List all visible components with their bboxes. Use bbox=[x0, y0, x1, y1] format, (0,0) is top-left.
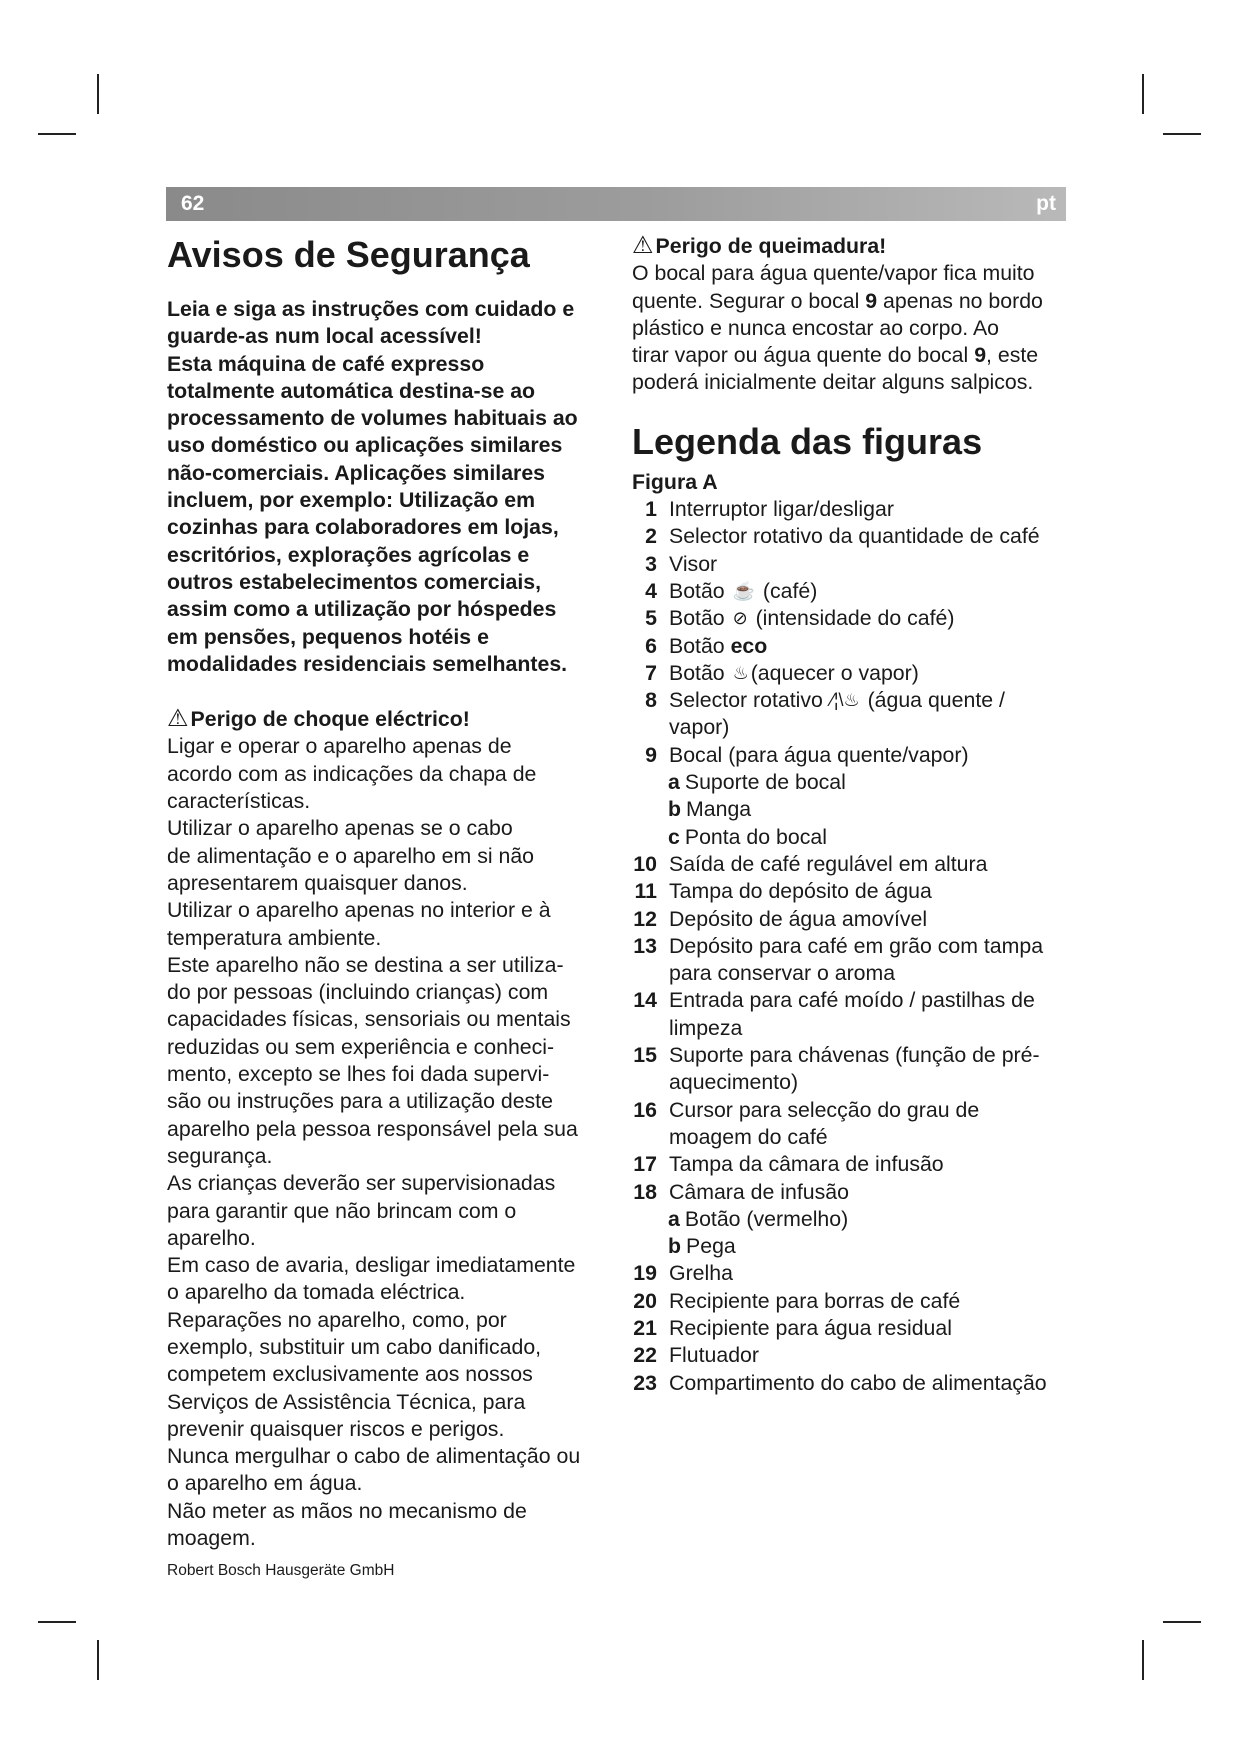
left-column bbox=[167, 232, 607, 1552]
burn-line: plástico e nunca encostar ao corpo. Ao bbox=[632, 315, 1000, 340]
crop-mark bbox=[38, 133, 76, 135]
steam-icon: ♨ bbox=[732, 662, 749, 683]
hot-water-steam-icon: ⁄¦\♨ bbox=[830, 690, 860, 711]
warning-line: do por pessoas (incluindo crianças) com bbox=[167, 980, 549, 1005]
legend-subitem: b Pega bbox=[668, 1234, 736, 1259]
legend-item: 6 Botão eco bbox=[645, 633, 768, 658]
warning-line: temperatura ambiente. bbox=[167, 925, 382, 950]
coffee-bean-icon: ⊘ bbox=[732, 608, 748, 629]
intro-line: assim como a utilização por hóspedes bbox=[167, 597, 557, 622]
crop-mark bbox=[38, 1621, 76, 1623]
legend-item: 11 Tampa do depósito de água bbox=[634, 879, 932, 904]
intro-line: escritórios, explorações agrícolas e bbox=[167, 542, 530, 567]
footer-company: Robert Bosch Hausgeräte GmbH bbox=[167, 1562, 395, 1579]
warning-line: competem exclusivamente aos nossos bbox=[167, 1362, 533, 1387]
legend-subitem: b Manga bbox=[668, 797, 752, 822]
legend-item: 7 Botão ♨(aquecer o vapor) bbox=[632, 660, 1072, 687]
warning-line: o aparelho da tomada eléctrica. bbox=[167, 1280, 466, 1305]
crop-mark bbox=[1142, 74, 1144, 114]
legend-item: 5 Botão ⊘ (intensidade do café) bbox=[632, 605, 1072, 632]
legend-item: 3 Visor bbox=[645, 551, 718, 576]
legend-item: 4 Botão ☕ (café) bbox=[632, 578, 1072, 605]
warning-triangle-icon: ⚠ bbox=[632, 232, 654, 259]
electric-shock-warning-title: ⚠Perigo de choque eléctrico! bbox=[167, 705, 470, 733]
intro-text bbox=[167, 296, 607, 678]
warning-line: Em caso de avaria, desligar imediatamente bbox=[167, 1253, 576, 1278]
intro-line: processamento de volumes habituais ao bbox=[167, 406, 578, 431]
legend-subitem: a Suporte de bocal bbox=[668, 770, 846, 795]
intro-line: modalidades residenciais semelhantes. bbox=[167, 651, 568, 676]
legend-item: 10 Saída de café regulável em altura bbox=[633, 851, 988, 876]
warning-line: segurança. bbox=[167, 1143, 273, 1168]
legend-item: 9 Bocal (para água quente/vapor) bbox=[645, 742, 969, 767]
warning-triangle-icon: ⚠ bbox=[167, 705, 189, 733]
coffee-cup-icon: ☕ bbox=[732, 580, 755, 601]
legend-item: 14 Entrada para café moído / pastilhas de bbox=[633, 988, 1035, 1013]
right-column bbox=[632, 232, 1072, 1397]
language-code: pt bbox=[1036, 192, 1056, 215]
warning-line: aparelho. bbox=[167, 1225, 256, 1250]
electric-shock-warning-text bbox=[167, 733, 607, 1552]
crop-mark bbox=[1163, 1621, 1201, 1623]
legend-item-continued: para conservar o aroma bbox=[669, 961, 896, 986]
legend-item: 19 Grelha bbox=[633, 1261, 733, 1286]
warning-line: Este aparelho não se destina a ser utiliza- bbox=[167, 952, 564, 977]
safety-title: Avisos de Segurança bbox=[167, 234, 530, 275]
legend-item: 21 Recipiente para água residual bbox=[633, 1315, 952, 1340]
crop-mark bbox=[97, 74, 99, 114]
legend-item: 12 Depósito de água amovível bbox=[633, 906, 928, 931]
warning-line: de alimentação e o aparelho em si não bbox=[167, 843, 535, 868]
intro-line: outros estabelecimentos comerciais, bbox=[167, 569, 542, 594]
intro-line: guarde-as num local acessível! bbox=[167, 324, 482, 349]
legend-item: 16 Cursor para selecção do grau de bbox=[633, 1097, 980, 1122]
warning-line: Utilizar o aparelho apenas se o cabo bbox=[167, 816, 513, 841]
legend-item-continued: limpeza bbox=[669, 1015, 743, 1040]
crop-mark bbox=[97, 1640, 99, 1680]
warning-line: são ou instruções para a utilização deste bbox=[167, 1089, 553, 1114]
warning-line: para garantir que não brincam com o bbox=[167, 1198, 517, 1223]
legend-item: 22 Flutuador bbox=[633, 1343, 759, 1368]
burn-line: tirar vapor ou água quente do bocal 9, este bbox=[632, 343, 1039, 368]
legend-item: 8 Selector rotativo ⁄¦\♨ (água quente / bbox=[632, 687, 1072, 714]
legend-list bbox=[632, 496, 1072, 1397]
warning-line: apresentarem quaisquer danos. bbox=[167, 870, 468, 895]
legend-item: 2 Selector rotativo da quantidade de café bbox=[645, 524, 1040, 549]
intro-line: cozinhas para colaboradores em lojas, bbox=[167, 515, 559, 540]
legend-item: 1 Interruptor ligar/desligar bbox=[645, 497, 894, 522]
legend-title: Legenda das figuras bbox=[632, 420, 983, 462]
intro-line: Esta máquina de café expresso bbox=[167, 351, 485, 376]
legend-subitem: c Ponta do bocal bbox=[668, 824, 827, 849]
burn-warning-text bbox=[632, 260, 1072, 396]
warning-line: mento, excepto se lhes foi dada supervi- bbox=[167, 1062, 550, 1087]
warning-line: acordo com as indicações da chapa de bbox=[167, 761, 537, 786]
warning-line: prevenir quaisquer riscos e perigos. bbox=[167, 1416, 505, 1441]
burn-warning-title: ⚠Perigo de queimadura! bbox=[632, 232, 887, 259]
warning-line: aparelho pela pessoa responsável pela sua bbox=[167, 1116, 578, 1141]
warning-line: Serviços de Assistência Técnica, para bbox=[167, 1389, 526, 1414]
legend-subitem: a Botão (vermelho) bbox=[668, 1206, 849, 1231]
warning-line: exemplo, substituir um cabo danificado, bbox=[167, 1334, 542, 1359]
legend-item: 18 Câmara de infusão bbox=[633, 1179, 849, 1204]
warning-line: moagem. bbox=[167, 1526, 256, 1551]
legend-item-continued: moagem do café bbox=[669, 1124, 828, 1149]
burn-line: poderá inicialmente deitar alguns salpicos. bbox=[632, 370, 1034, 395]
warning-line: Não meter as mãos no mecanismo de bbox=[167, 1498, 527, 1523]
burn-line: quente. Segurar o bocal 9 apenas no bordo bbox=[632, 288, 1043, 313]
intro-line: totalmente automática destina-se ao bbox=[167, 378, 536, 403]
crop-mark bbox=[1163, 133, 1201, 135]
crop-mark bbox=[1142, 1640, 1144, 1680]
warning-line: o aparelho em água. bbox=[167, 1471, 363, 1496]
page-header-bar bbox=[166, 187, 1066, 221]
burn-line: O bocal para água quente/vapor fica muito bbox=[632, 261, 1035, 286]
intro-line: uso doméstico ou aplicações similares bbox=[167, 433, 563, 458]
warning-line: Reparações no aparelho, como, por bbox=[167, 1307, 507, 1332]
intro-line: incluem, por exemplo: Utilização em bbox=[167, 488, 536, 513]
warning-line: Nunca mergulhar o cabo de alimentação ou bbox=[167, 1444, 581, 1469]
warning-line: reduzidas ou sem experiência e conheci- bbox=[167, 1034, 555, 1059]
warning-line: capacidades físicas, sensoriais ou mentais bbox=[167, 1007, 571, 1032]
warning-line: Utilizar o aparelho apenas no interior e à bbox=[167, 898, 551, 923]
legend-item: 20 Recipiente para borras de café bbox=[633, 1288, 961, 1313]
figure-label: Figura A bbox=[632, 469, 718, 494]
warning-line: Ligar e operar o aparelho apenas de bbox=[167, 734, 512, 759]
warning-line: As crianças deverão ser supervisionadas bbox=[167, 1171, 556, 1196]
legend-item: 15 Suporte para chávenas (função de pré- bbox=[633, 1043, 1040, 1068]
intro-line: Leia e siga as instruções com cuidado e bbox=[167, 297, 575, 321]
legend-item: 13 Depósito para café em grão com tampa bbox=[633, 933, 1044, 958]
legend-item-continued: vapor) bbox=[669, 715, 730, 740]
legend-item: 17 Tampa da câmara de infusão bbox=[633, 1152, 944, 1177]
intro-line: em pensões, pequenos hotéis e bbox=[167, 624, 489, 649]
intro-line: não-comerciais. Aplicações similares bbox=[167, 460, 546, 485]
page-number: 62 bbox=[181, 192, 205, 215]
warning-line: características. bbox=[167, 789, 311, 814]
legend-item: 23 Compartimento do cabo de alimentação bbox=[633, 1370, 1047, 1395]
legend-item-continued: aquecimento) bbox=[669, 1070, 799, 1095]
